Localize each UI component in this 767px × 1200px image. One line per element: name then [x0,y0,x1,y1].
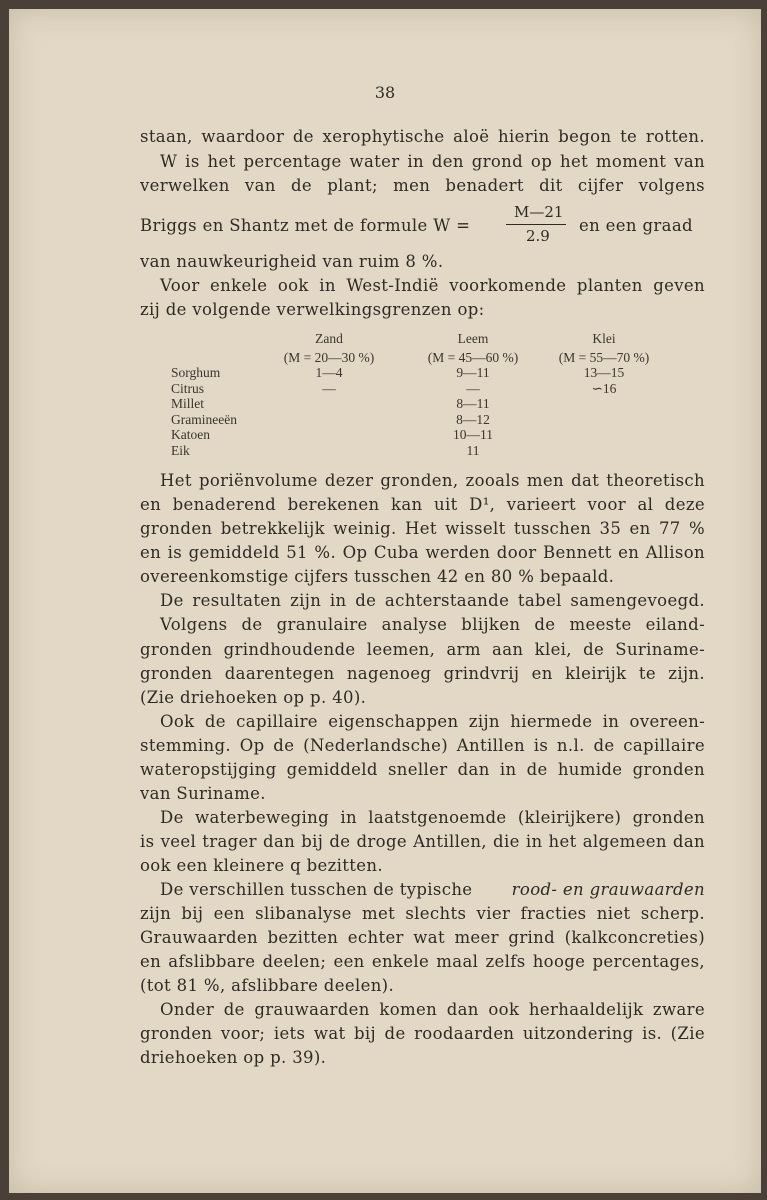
formula-prefix: Briggs en Shantz met de formule W = [140,216,471,235]
cell-leem: 8—12 [456,411,490,427]
cell-zand: — [322,380,336,396]
text-line: zijn bij een slibanalyse met slechts vier fracties niet scherp. [140,904,705,923]
table-row [171,412,691,428]
header-leem: Leem [457,331,489,346]
text-line: Het poriënvolume dezer gronden, zooals men dat theoretisch [160,471,705,490]
cell-leem: 11 [466,442,480,458]
text-line: Grauwaarden bezitten echter wat meer grind (kalkconcreties) [140,928,705,947]
text-line: stemming. Op de (Nederlandsche) Antillen is n.l. de capillaire [140,736,705,755]
text-line: Volgens de granulaire analyse blijken de meeste eiland- [160,615,705,634]
table-row [171,365,691,381]
table-row [171,443,691,459]
italic-phrase: rood- en grauwaarden [511,880,705,899]
text-line: staan, waardoor de xerophytische aloë hierin begon te rotten. [140,127,705,146]
text-line: driehoeken op p. 39). [140,1048,327,1067]
subheader-klei: (M = 55—70 %) [558,349,650,365]
table-header-row [171,331,691,347]
text-line: wateropstijging gemiddeld sneller dan in de humide gronden [140,760,705,779]
table-row [171,427,691,443]
header-klei: Klei [592,331,616,346]
cell-leem: 8—11 [456,396,490,411]
text-line: overeenkomstige cijfers tusschen 42 en 80 % bepaald. [140,567,615,586]
cell-zand: 1—4 [315,365,343,380]
formula-numerator: M—21 [514,203,564,221]
formula-line [140,203,705,249]
text-line: gronden grindhoudende leemen, arm aan klei, de Suriname- [140,640,705,659]
plant-name: Katoen [171,427,210,442]
text-line: (tot 81 %, afslibbare deelen). [140,976,395,995]
text-line: van Suriname. [140,784,266,803]
cell-klei: 13—15 [583,365,625,380]
text-fragment: De verschillen tusschen de typische [160,880,473,899]
subheader-leem: (M = 45—60 %) [427,349,519,365]
plant-name: Gramineeën [171,411,237,427]
text-line: De resultaten zijn in de achterstaande tabel samengevoegd. [160,591,705,610]
plant-name: Eik [171,442,190,458]
table-row [171,396,691,412]
text-line [160,880,705,900]
subheader-zand: (M = 20—30 %) [283,349,375,365]
fraction-bar [506,224,566,225]
formula-denominator: 2.9 [526,227,550,245]
header-zand: Zand [315,331,343,346]
text-line: Ook de capillaire eigenschappen zijn hiermede in overeen- [160,712,705,731]
book-page [9,9,761,1193]
plant-name: Millet [171,396,204,411]
text-line: ook een kleinere q bezitten. [140,856,383,875]
text-line: De waterbeweging in laatstgenoemde (kleirijkere) gronden [160,808,705,827]
text-line: gronden voor; iets wat bij de roodaarden uitzondering is. (Zie [140,1024,705,1043]
table-subheader-row [171,350,691,366]
cell-leem: 10—11 [453,427,493,442]
text-line: Onder de grauwaarden komen dan ook herhaaldelijk zware [160,1000,705,1019]
cell-leem: — [466,380,480,396]
text-line: verwelken van de plant; men benadert dit cijfer volgens [140,176,705,195]
text-line: en afslibbare deelen; een enkele maal zelfs hooge percentages, [140,952,705,971]
table-row [171,381,691,397]
text-line: van nauwkeurigheid van ruim 8 %. [140,252,444,271]
text-line: gronden betrekkelijk weinig. Het wisselt tusschen 35 en 77 % [140,519,705,538]
text-line: en is gemiddeld 51 %. Op Cuba werden door Bennett en Allison [140,543,705,562]
formula-suffix: en een graad [579,216,693,235]
page-number: 38 [374,83,396,102]
text-line: is veel trager dan bij de droge Antillen, die in het algemeen dan [140,832,705,851]
plant-name: Sorghum [171,365,221,380]
text-line: zij de volgende verwelkingsgrenzen op: [140,300,485,319]
text-line: W is het percentage water in den grond op het moment van [160,152,705,171]
text-line: Voor enkele ook in West-Indië voorkomende planten geven [160,276,705,295]
text-line: (Zie driehoeken op p. 40). [140,688,367,707]
cell-leem: 9—11 [456,365,490,380]
cell-klei: ∽16 [591,380,617,396]
text-line: gronden daarentegen nagenoeg grindvrij en kleirijk te zijn. [140,664,705,683]
plant-name: Citrus [171,380,205,396]
text-line: en benaderend berekenen kan uit D¹, varieert voor al deze [140,495,705,514]
wilting-table [171,331,691,458]
